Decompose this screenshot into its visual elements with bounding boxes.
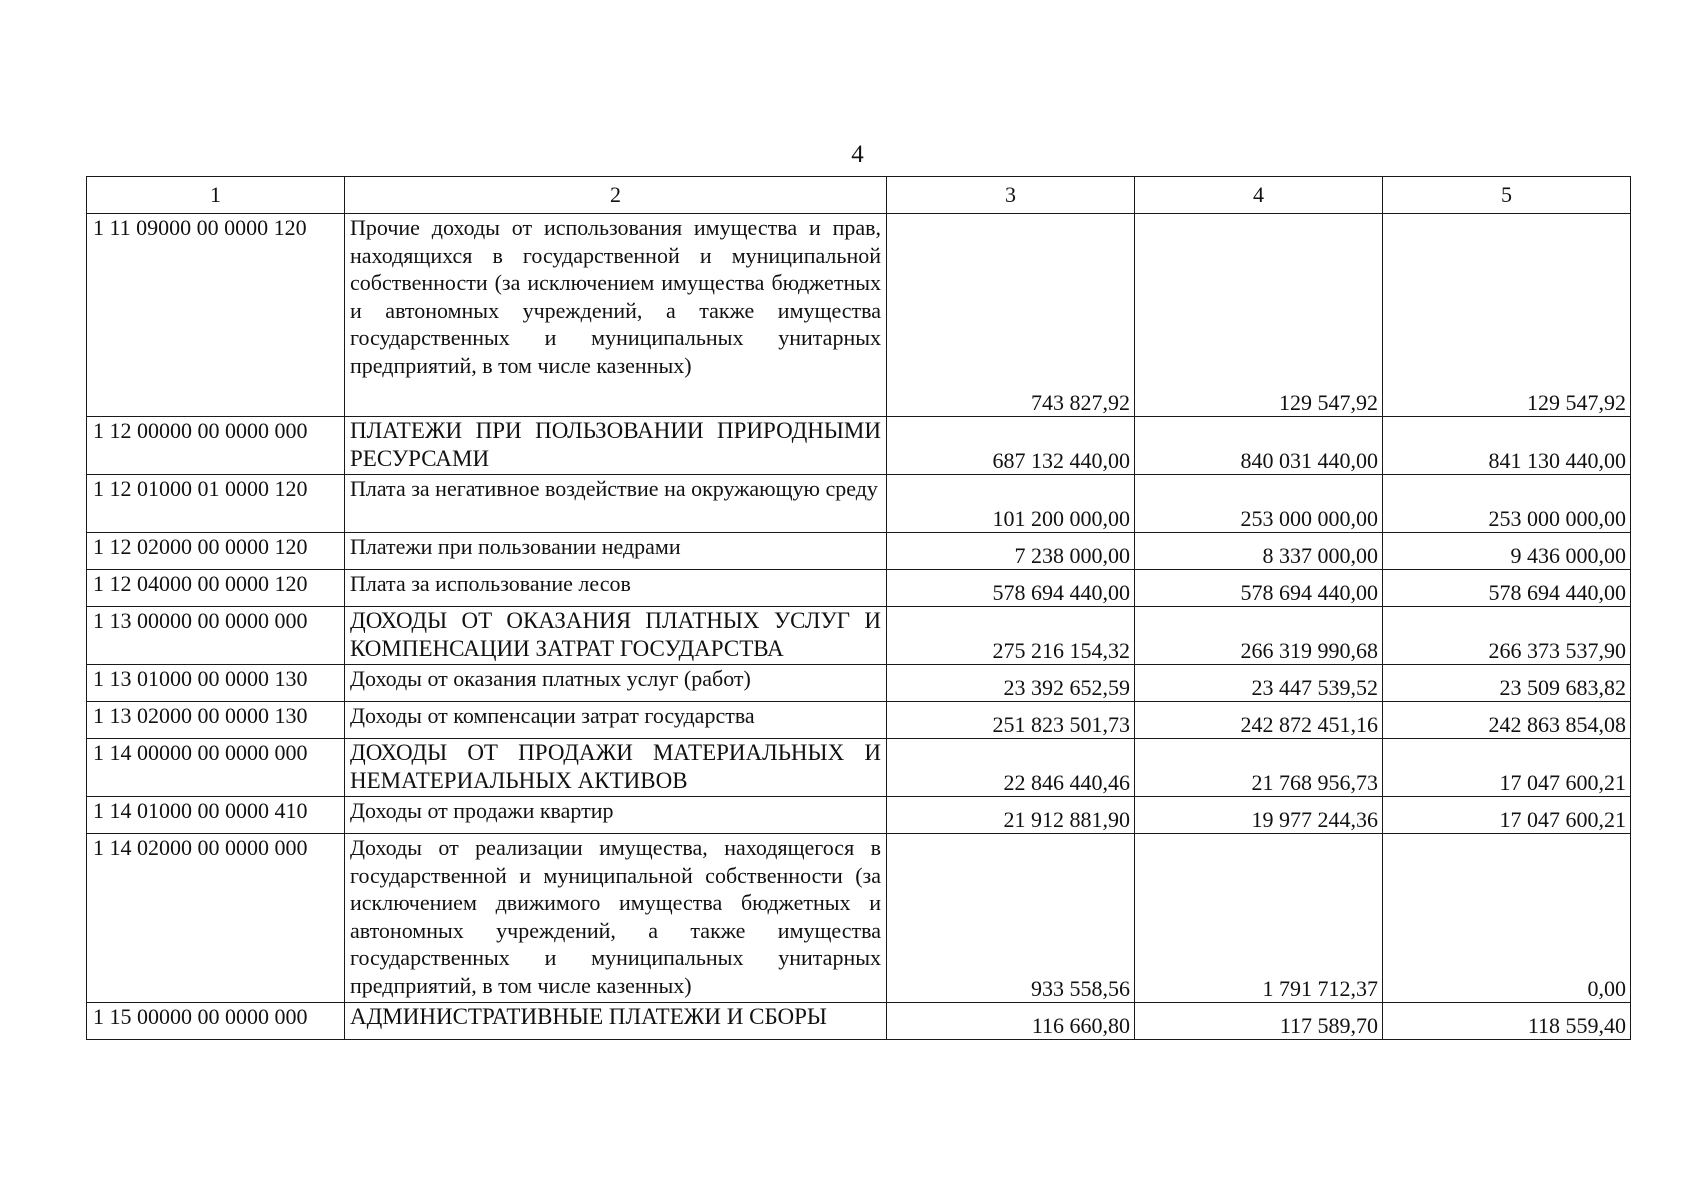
budget-code: 1 14 02000 00 0000 000 (87, 834, 345, 1003)
column-number-3: 3 (887, 177, 1135, 214)
income-name: Плата за использование лесов (345, 570, 887, 607)
amount-col3: 275 216 154,32 (887, 607, 1135, 665)
amount-col3: 743 827,92 (887, 214, 1135, 417)
income-name: Доходы от продажи квартир (345, 797, 887, 834)
amount-col5: 9 436 000,00 (1383, 533, 1631, 570)
income-name: ПЛАТЕЖИ ПРИ ПОЛЬЗОВАНИИ ПРИРОДНЫМИ РЕСУРСАМИ (345, 417, 887, 475)
income-name: Платежи при пользовании недрами (345, 533, 887, 570)
budget-code: 1 15 00000 00 0000 000 (87, 1003, 345, 1040)
budget-code: 1 12 00000 00 0000 000 (87, 417, 345, 475)
table-row (87, 533, 1631, 570)
table-row (87, 214, 1631, 417)
amount-col4: 129 547,92 (1135, 214, 1383, 417)
column-number-1: 1 (87, 177, 345, 214)
table-row (87, 475, 1631, 533)
budget-code: 1 12 01000 01 0000 120 (87, 475, 345, 533)
amount-col4: 266 319 990,68 (1135, 607, 1383, 665)
amount-col3: 101 200 000,00 (887, 475, 1135, 533)
amount-col5: 253 000 000,00 (1383, 475, 1631, 533)
amount-col4: 242 872 451,16 (1135, 702, 1383, 739)
budget-code: 1 14 01000 00 0000 410 (87, 797, 345, 834)
amount-col3: 21 912 881,90 (887, 797, 1135, 834)
amount-col3: 22 846 440,46 (887, 739, 1135, 797)
budget-code: 1 11 09000 00 0000 120 (87, 214, 345, 417)
income-name: Доходы от оказания платных услуг (работ) (345, 665, 887, 702)
amount-col3: 23 392 652,59 (887, 665, 1135, 702)
income-name: Прочие доходы от использования имущества и прав, находящихся в государственной и муниципальной собственности (за исключением имущества бюджетных и автономных учреждений, а также имущества государственных и муниципальных унитарных предприятий, в том числе казенных) (345, 214, 887, 417)
table-row (87, 739, 1631, 797)
table-row (87, 417, 1631, 475)
budget-code: 1 13 00000 00 0000 000 (87, 607, 345, 665)
amount-col4: 19 977 244,36 (1135, 797, 1383, 834)
amount-col4: 578 694 440,00 (1135, 570, 1383, 607)
amount-col4: 21 768 956,73 (1135, 739, 1383, 797)
amount-col5: 23 509 683,82 (1383, 665, 1631, 702)
amount-col5: 242 863 854,08 (1383, 702, 1631, 739)
column-number-4: 4 (1135, 177, 1383, 214)
income-name: Доходы от компенсации затрат государства (345, 702, 887, 739)
amount-col4: 840 031 440,00 (1135, 417, 1383, 475)
amount-col5: 129 547,92 (1383, 214, 1631, 417)
amount-col3: 251 823 501,73 (887, 702, 1135, 739)
budget-code: 1 12 04000 00 0000 120 (87, 570, 345, 607)
table-header-row (87, 177, 1631, 214)
amount-col4: 23 447 539,52 (1135, 665, 1383, 702)
budget-code: 1 13 02000 00 0000 130 (87, 702, 345, 739)
budget-code: 1 12 02000 00 0000 120 (87, 533, 345, 570)
amount-col3: 578 694 440,00 (887, 570, 1135, 607)
table-row (87, 797, 1631, 834)
amount-col3: 687 132 440,00 (887, 417, 1135, 475)
amount-col5: 841 130 440,00 (1383, 417, 1631, 475)
budget-code: 1 14 00000 00 0000 000 (87, 739, 345, 797)
amount-col5: 17 047 600,21 (1383, 739, 1631, 797)
amount-col5: 118 559,40 (1383, 1003, 1631, 1040)
table-row (87, 607, 1631, 665)
income-name: АДМИНИСТРАТИВНЫЕ ПЛАТЕЖИ И СБОРЫ (345, 1003, 887, 1040)
income-name: Плата за негативное воздействие на окружающую среду (345, 475, 887, 533)
amount-col3: 7 238 000,00 (887, 533, 1135, 570)
table-row (87, 834, 1631, 1003)
amount-col4: 1 791 712,37 (1135, 834, 1383, 1003)
income-name: Доходы от реализации имущества, находящегося в государственной и муниципальной собственности (за исключением движимого имущества бюджетных и автономных учреждений, а также имущества государственных и муниципальных унитарных предприятий, в том числе казенных) (345, 834, 887, 1003)
amount-col5: 578 694 440,00 (1383, 570, 1631, 607)
table-row (87, 665, 1631, 702)
amount-col3: 933 558,56 (887, 834, 1135, 1003)
table-row (87, 1003, 1631, 1040)
amount-col5: 17 047 600,21 (1383, 797, 1631, 834)
income-name: ДОХОДЫ ОТ ПРОДАЖИ МАТЕРИАЛЬНЫХ И НЕМАТЕРИАЛЬНЫХ АКТИВОВ (345, 739, 887, 797)
income-name: ДОХОДЫ ОТ ОКАЗАНИЯ ПЛАТНЫХ УСЛУГ И КОМПЕНСАЦИИ ЗАТРАТ ГОСУДАРСТВА (345, 607, 887, 665)
budget-code: 1 13 01000 00 0000 130 (87, 665, 345, 702)
table-row (87, 570, 1631, 607)
table-row (87, 702, 1631, 739)
amount-col4: 253 000 000,00 (1135, 475, 1383, 533)
column-number-2: 2 (345, 177, 887, 214)
revenue-table (86, 176, 1631, 1040)
amount-col3: 116 660,80 (887, 1003, 1135, 1040)
amount-col5: 266 373 537,90 (1383, 607, 1631, 665)
page-number: 4 (851, 141, 864, 168)
amount-col4: 117 589,70 (1135, 1003, 1383, 1040)
column-number-5: 5 (1383, 177, 1631, 214)
amount-col5: 0,00 (1383, 834, 1631, 1003)
amount-col4: 8 337 000,00 (1135, 533, 1383, 570)
